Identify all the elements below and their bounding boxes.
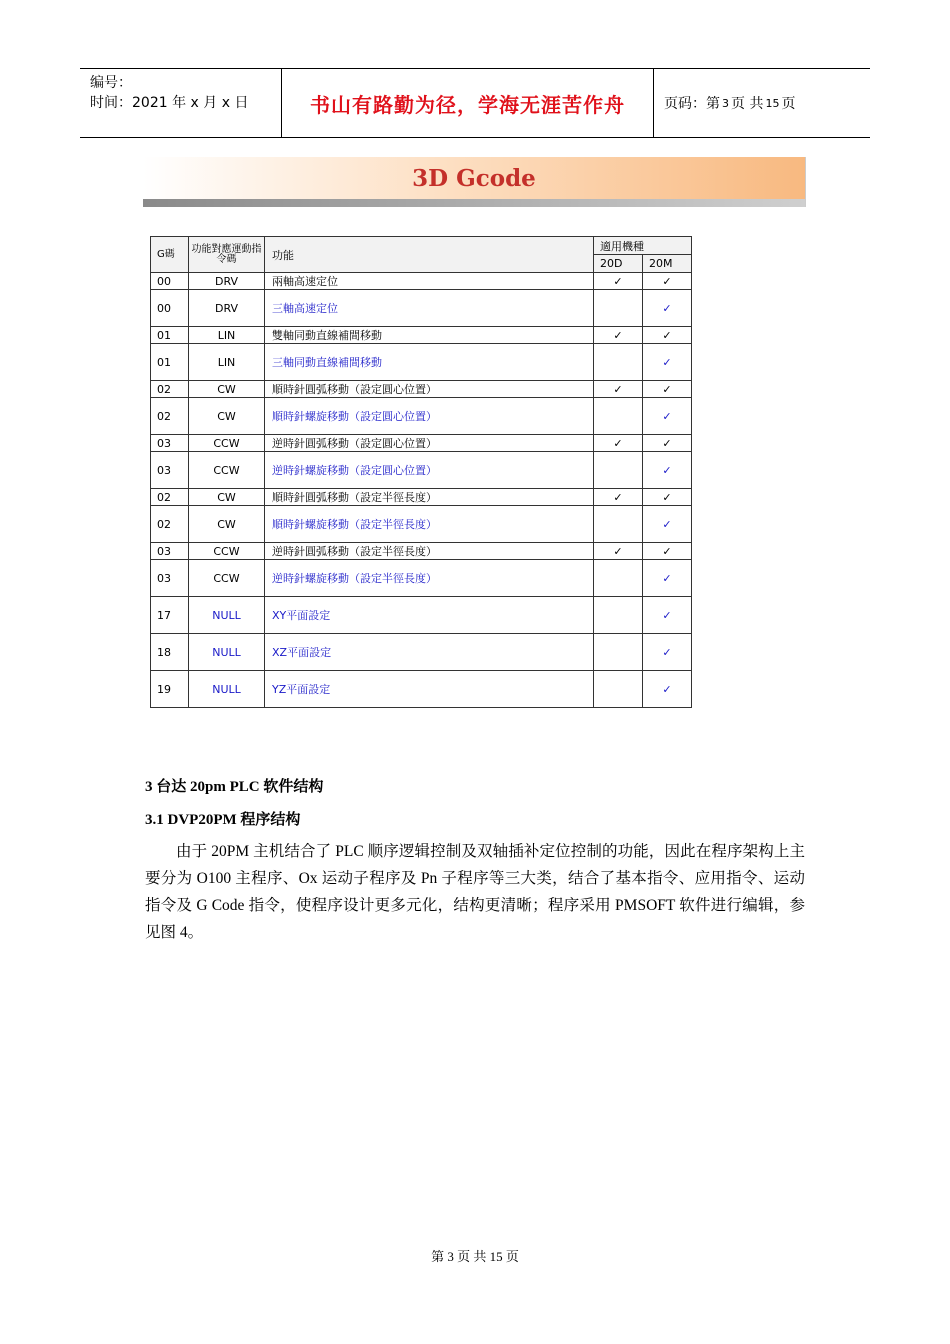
row-command: DRV bbox=[189, 273, 265, 290]
row-function: YZ平面設定 bbox=[265, 671, 594, 708]
row-gcode: 01 bbox=[151, 344, 189, 381]
row-gcode: 02 bbox=[151, 381, 189, 398]
table-row bbox=[151, 452, 692, 489]
table-row bbox=[151, 435, 692, 452]
table-row bbox=[151, 398, 692, 435]
table-row bbox=[151, 634, 692, 671]
row-function: 順時針圓弧移動（設定半徑長度） bbox=[265, 489, 594, 506]
gcode-table-body bbox=[151, 273, 692, 708]
row-gcode: 03 bbox=[151, 543, 189, 560]
row-command: NULL bbox=[189, 671, 265, 708]
row-function: 逆時針螺旋移動（設定圓心位置） bbox=[265, 452, 594, 489]
row-gcode: 03 bbox=[151, 435, 189, 452]
table-row bbox=[151, 327, 692, 344]
row-20m-check: ✓ bbox=[643, 506, 692, 543]
row-20d-check bbox=[594, 634, 643, 671]
row-20m-check: ✓ bbox=[643, 560, 692, 597]
row-20m-check: ✓ bbox=[643, 398, 692, 435]
row-20d-check bbox=[594, 560, 643, 597]
table-row bbox=[151, 506, 692, 543]
row-20d-check bbox=[594, 671, 643, 708]
row-20m-check: ✓ bbox=[643, 344, 692, 381]
row-20m-check: ✓ bbox=[643, 597, 692, 634]
row-20d-check bbox=[594, 506, 643, 543]
row-gcode: 02 bbox=[151, 506, 189, 543]
row-20m-check: ✓ bbox=[643, 435, 692, 452]
document-header bbox=[80, 68, 870, 138]
row-20m-check: ✓ bbox=[643, 327, 692, 344]
row-20d-check bbox=[594, 344, 643, 381]
table-row bbox=[151, 671, 692, 708]
banner-title: 3D Gcode bbox=[412, 165, 536, 192]
table-row bbox=[151, 597, 692, 634]
row-command: CCW bbox=[189, 435, 265, 452]
row-command: NULL bbox=[189, 597, 265, 634]
row-function: 順時針圓弧移動（設定圓心位置） bbox=[265, 381, 594, 398]
row-function: 逆時針圓弧移動（設定圓心位置） bbox=[265, 435, 594, 452]
table-row bbox=[151, 344, 692, 381]
table-row bbox=[151, 489, 692, 506]
row-20m-check: ✓ bbox=[643, 452, 692, 489]
row-20d-check: ✓ bbox=[594, 273, 643, 290]
page-mid: 页 共 bbox=[731, 96, 764, 112]
row-function: 兩軸高速定位 bbox=[265, 273, 594, 290]
row-command: CW bbox=[189, 381, 265, 398]
row-command: CW bbox=[189, 398, 265, 435]
row-command: LIN bbox=[189, 327, 265, 344]
table-row bbox=[151, 273, 692, 290]
page-suffix: 页 bbox=[781, 96, 796, 112]
header-gcode: G碼 bbox=[151, 237, 189, 273]
row-gcode: 02 bbox=[151, 398, 189, 435]
header-models: 適用機種 bbox=[594, 237, 692, 255]
row-20d-check bbox=[594, 452, 643, 489]
header-info-cell bbox=[80, 69, 282, 137]
row-20m-check: ✓ bbox=[643, 671, 692, 708]
page-current: 3 bbox=[722, 96, 729, 110]
body-paragraph: 由于 20PM 主机结合了 PLC 顺序逻辑控制及双轴插补定位控制的功能，因此在程序架构上主要分为 O100 主程序、Ox 运动子程序及 Pn 子程序等三大类，结合了基本指令、应用指令、运动指令及 G Code 指令，使程序设计更多元化，结构更清晰；程序采用 PMSOFT 软件进行编辑，参见图 4。 bbox=[145, 843, 805, 941]
header-page-info bbox=[654, 69, 870, 137]
row-command: CCW bbox=[189, 560, 265, 597]
row-20m-check: ✓ bbox=[643, 634, 692, 671]
row-command: DRV bbox=[189, 290, 265, 327]
row-function: 三軸高速定位 bbox=[265, 290, 594, 327]
row-20d-check: ✓ bbox=[594, 489, 643, 506]
document-time-label: 时间：2021 年 x 月 x 日 bbox=[90, 95, 249, 111]
row-gcode: 03 bbox=[151, 560, 189, 597]
row-gcode: 18 bbox=[151, 634, 189, 671]
page-total: 15 bbox=[765, 96, 780, 110]
page-footer: 第 3 页 共 15 页 bbox=[431, 1249, 519, 1264]
row-function: 三軸同動直線補間移動 bbox=[265, 344, 594, 381]
header-function: 功能 bbox=[265, 237, 594, 273]
table-row bbox=[151, 381, 692, 398]
row-20d-check: ✓ bbox=[594, 435, 643, 452]
row-20d-check: ✓ bbox=[594, 327, 643, 344]
row-function: 逆時針圓弧移動（設定半徑長度） bbox=[265, 543, 594, 560]
header-20m: 20M bbox=[643, 255, 692, 273]
row-20m-check: ✓ bbox=[643, 543, 692, 560]
page-prefix: 页码：第 bbox=[664, 96, 720, 112]
row-gcode: 19 bbox=[151, 671, 189, 708]
document-number-label: 编号： bbox=[90, 75, 132, 91]
row-function: XY平面設定 bbox=[265, 597, 594, 634]
row-command: CCW bbox=[189, 543, 265, 560]
row-command: CW bbox=[189, 506, 265, 543]
table-row bbox=[151, 560, 692, 597]
row-command: CW bbox=[189, 489, 265, 506]
header-20d: 20D bbox=[594, 255, 643, 273]
header-motto: 书山有路勤为径，学海无涯苦作舟 bbox=[282, 69, 654, 137]
row-20m-check: ✓ bbox=[643, 290, 692, 327]
row-20d-check: ✓ bbox=[594, 381, 643, 398]
row-20m-check: ✓ bbox=[643, 489, 692, 506]
header-command: 功能對應運動指令碼 bbox=[189, 237, 265, 273]
row-20d-check bbox=[594, 398, 643, 435]
row-20d-check bbox=[594, 597, 643, 634]
row-20d-check bbox=[594, 290, 643, 327]
table-row bbox=[151, 543, 692, 560]
row-function: 逆時針螺旋移動（設定半徑長度） bbox=[265, 560, 594, 597]
row-command: LIN bbox=[189, 344, 265, 381]
row-20m-check: ✓ bbox=[643, 273, 692, 290]
section-heading-3-1: 3.1 DVP20PM 程序结构 bbox=[145, 812, 301, 828]
row-gcode: 03 bbox=[151, 452, 189, 489]
section-heading-3: 3 台达 20pm PLC 软件结构 bbox=[145, 779, 324, 795]
row-gcode: 01 bbox=[151, 327, 189, 344]
gcode-banner bbox=[143, 157, 806, 207]
banner-bar bbox=[143, 199, 805, 207]
row-gcode: 00 bbox=[151, 290, 189, 327]
row-20m-check: ✓ bbox=[643, 381, 692, 398]
row-function: 順時針螺旋移動（設定圓心位置） bbox=[265, 398, 594, 435]
row-function: 雙軸同動直線補間移動 bbox=[265, 327, 594, 344]
row-command: CCW bbox=[189, 452, 265, 489]
row-function: XZ平面設定 bbox=[265, 634, 594, 671]
table-row bbox=[151, 290, 692, 327]
gcode-table bbox=[150, 236, 692, 708]
row-gcode: 17 bbox=[151, 597, 189, 634]
row-gcode: 00 bbox=[151, 273, 189, 290]
row-20d-check: ✓ bbox=[594, 543, 643, 560]
row-gcode: 02 bbox=[151, 489, 189, 506]
row-function: 順時針螺旋移動（設定半徑長度） bbox=[265, 506, 594, 543]
row-command: NULL bbox=[189, 634, 265, 671]
